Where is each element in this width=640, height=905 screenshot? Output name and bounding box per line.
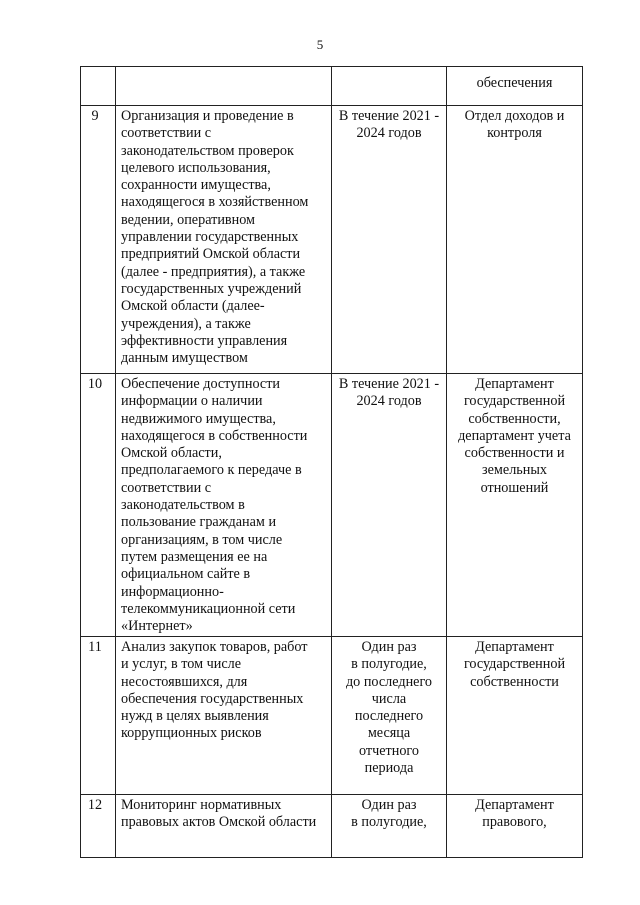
measure-name-line: организациям, в том числе [121, 531, 283, 548]
table-row [81, 795, 583, 858]
executor-line: контроля [487, 125, 542, 142]
executor-line: Департамент [475, 639, 554, 655]
executor-line: Департамент [475, 376, 554, 392]
measure-name-line: информации о наличии [121, 393, 263, 410]
measure-name-line: обеспечения государственных [121, 690, 304, 707]
deadline-line: 2024 годов [356, 393, 422, 410]
executor-line: Департамент [475, 797, 554, 813]
executor-cell [447, 67, 583, 106]
measure-name-line: эффективности управления [121, 332, 288, 349]
measure-name-line: правовых актов Омской области [121, 814, 317, 831]
deadline-line: месяца [367, 725, 411, 742]
row-number-cell: 10 [81, 374, 116, 637]
deadline-line: до последнего [345, 673, 433, 690]
measure-name-line: Омской области, [121, 445, 222, 462]
deadline-line: Один раз [361, 639, 417, 655]
executor-cell [447, 374, 583, 637]
executor-line: Отдел доходов и [464, 108, 565, 124]
measure-name-line: Омской области (далее- [121, 298, 265, 315]
deadline-cell [332, 106, 447, 374]
measure-name-line: Мониторинг нормативных [121, 797, 282, 813]
measure-name-line: управлении государственных [121, 229, 299, 246]
deadline-cell [332, 374, 447, 637]
measure-name-line: коррупционных рисков [121, 725, 262, 742]
measure-name-line: Обеспечение доступности [121, 376, 281, 392]
executor-line: собственности [470, 673, 559, 690]
measure-name-line: предприятий Омской области [121, 246, 301, 263]
row-number-cell: 11 [81, 637, 116, 795]
measure-name-line: телекоммуникационной сети [121, 600, 296, 617]
row-number-cell: 9 [81, 106, 116, 374]
measure-name-line: недвижимого имущества, [121, 410, 276, 427]
measures-table [80, 66, 583, 858]
executor-line: обеспечения [476, 75, 553, 91]
executor-line: государственной [463, 393, 566, 410]
row-number-cell [81, 67, 116, 106]
measure-name-line: официальном сайте в [121, 566, 251, 583]
measure-name-line: соответствии с [121, 125, 212, 142]
executor-line: государственной [463, 656, 566, 673]
measure-name-cell [116, 67, 332, 106]
executor-line: земельных [482, 462, 547, 479]
measure-name-line: целевого использования, [121, 159, 271, 176]
measure-name-line: несостоявшихся, для [121, 673, 248, 690]
table-row [81, 106, 583, 374]
measure-name-line: данным имуществом [121, 350, 248, 367]
measure-name-cell [116, 374, 332, 637]
measure-name-line: «Интернет» [121, 618, 193, 635]
measure-name-line: Анализ закупок товаров, работ [121, 639, 308, 655]
table-row [81, 637, 583, 795]
deadline-line: 2024 годов [356, 125, 422, 142]
executor-line: собственности и [464, 445, 565, 462]
table-row [81, 374, 583, 637]
measure-name-line: предполагаемого к передаче в [121, 462, 302, 479]
measure-name-line: информационно- [121, 583, 224, 600]
measure-name-line: находящегося в хозяйственном [121, 194, 309, 211]
measure-name-line: законодательством проверок [121, 142, 294, 159]
measure-name-line: (далее - предприятия), а также [121, 263, 306, 280]
executor-line: департамент учета [458, 427, 571, 444]
measure-name-line: Организация и проведение в [121, 108, 294, 124]
deadline-line: В течение 2021 - [338, 376, 440, 392]
deadline-cell [332, 67, 447, 106]
executor-line: отношений [480, 479, 549, 496]
measure-name-line: находящегося в собственности [121, 427, 308, 444]
deadline-line: в полугодие, [351, 814, 427, 831]
measure-name-line: пользование гражданам и [121, 514, 277, 531]
measure-name-line: и услуг, в том числе [121, 656, 242, 673]
measure-name-cell [116, 106, 332, 374]
measure-name-line: учреждения), а также [121, 315, 251, 332]
deadline-line: отчетного [359, 742, 419, 759]
page-number: 5 [316, 37, 324, 52]
deadline-line: последнего [354, 708, 424, 725]
measure-name-line: законодательством в [121, 497, 245, 514]
deadline-cell [332, 795, 447, 858]
table-row-continuation [81, 67, 583, 106]
measure-name-cell [116, 637, 332, 795]
measure-name-line: ведении, оперативном [121, 211, 256, 228]
measure-name-line: государственных учреждений [121, 280, 302, 297]
executor-line: собственности, [468, 410, 561, 427]
executor-cell [447, 795, 583, 858]
row-number-cell: 12 [81, 795, 116, 858]
deadline-line: В течение 2021 - [338, 108, 440, 124]
measure-name-line: нужд в целях выявления [121, 708, 269, 725]
executor-line: правового, [482, 814, 547, 831]
executor-cell [447, 637, 583, 795]
deadline-line: в полугодие, [351, 656, 427, 673]
deadline-cell [332, 637, 447, 795]
measure-name-line: сохранности имущества, [121, 177, 271, 194]
deadline-line: периода [364, 760, 414, 777]
measure-name-line: путем размещения ее на [121, 548, 268, 565]
measure-name-cell [116, 795, 332, 858]
deadline-line: числа [371, 690, 407, 707]
executor-cell [447, 106, 583, 374]
deadline-line: Один раз [361, 797, 417, 813]
measure-name-line: соответствии с [121, 479, 212, 496]
